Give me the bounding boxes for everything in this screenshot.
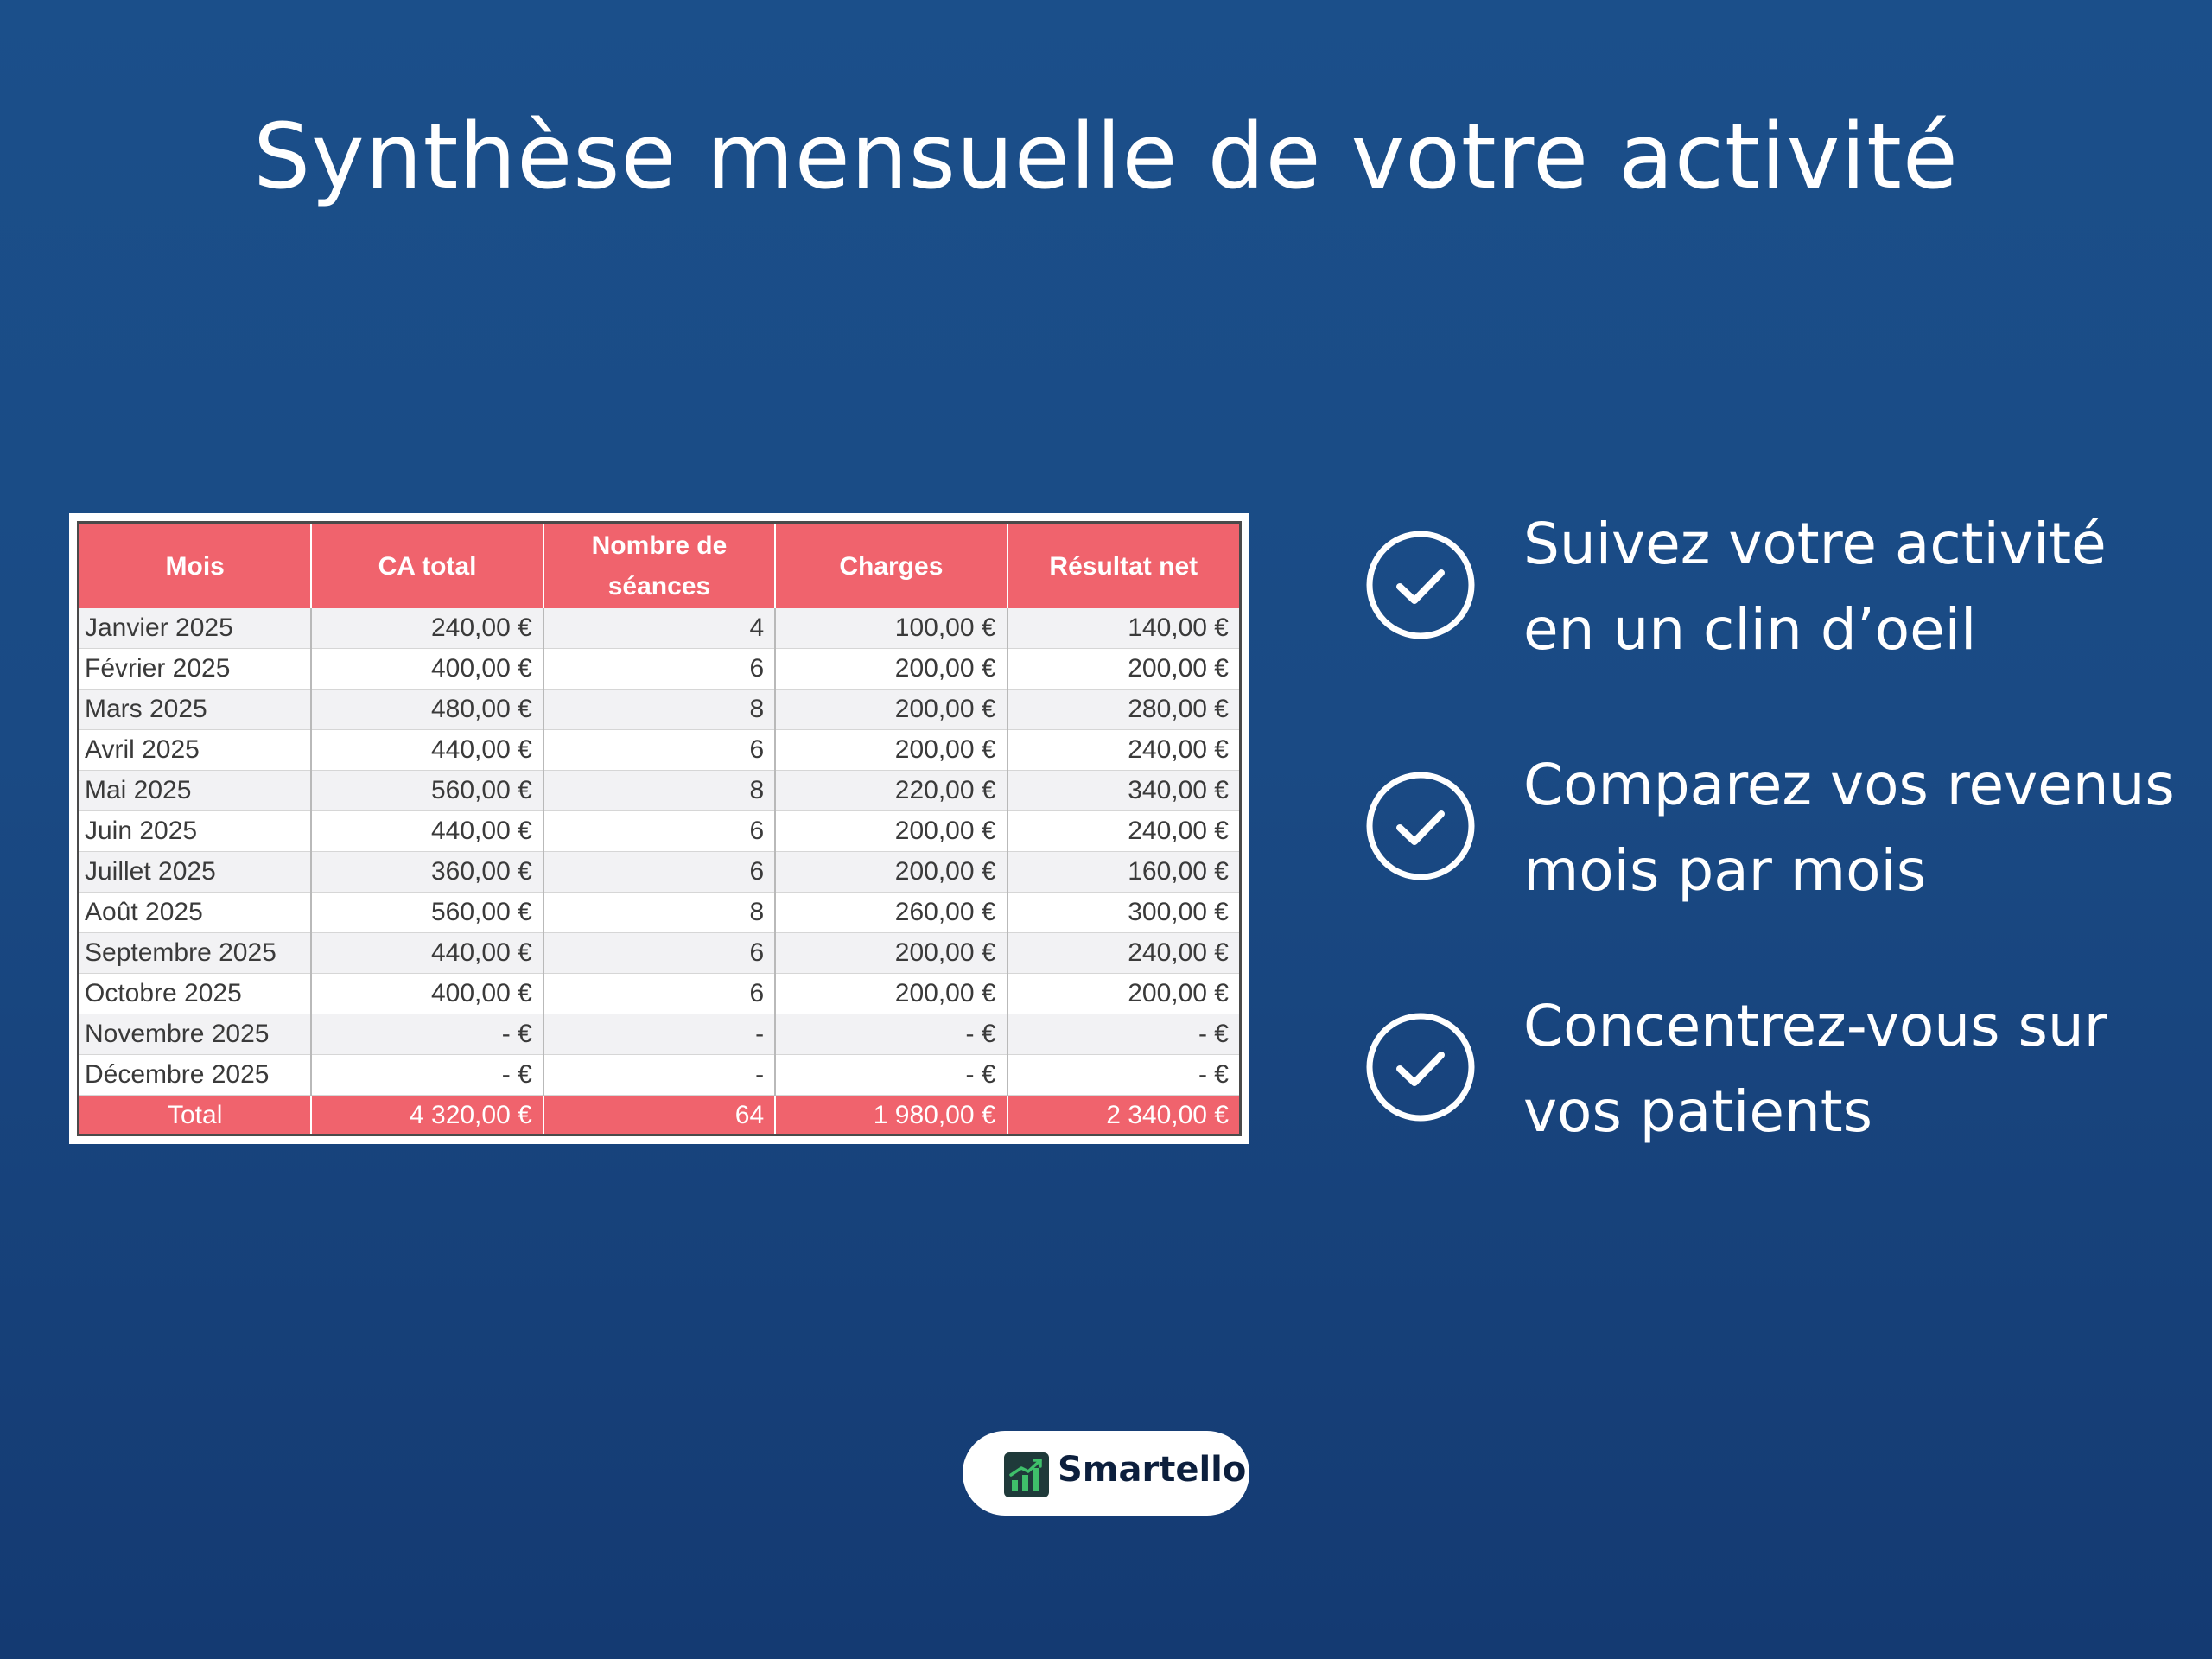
feature-text: Suivez votre activité en un clin d’oeil: [1523, 511, 2107, 663]
feature-item-focus-patients: [1365, 983, 2195, 1156]
brand-name: Smartello: [1058, 1450, 1247, 1490]
table-row: [79, 649, 1239, 690]
feature-item-track-activity: [1365, 501, 2195, 674]
cell-charges: 100,00 €: [775, 608, 1007, 649]
cell-revenue: 440,00 €: [311, 730, 543, 771]
total-sessions: 64: [543, 1096, 775, 1136]
feature-text: Concentrez-vous sur vos patients: [1523, 993, 2107, 1145]
cell-net-result: - €: [1007, 1055, 1239, 1096]
cell-sessions: 8: [543, 771, 775, 811]
table-row: [79, 771, 1239, 811]
cell-month: Avril 2025: [79, 730, 311, 771]
summary-table-frame: [69, 513, 1249, 1144]
cell-sessions: 6: [543, 649, 775, 690]
cell-revenue: 400,00 €: [311, 974, 543, 1014]
table-row: [79, 690, 1239, 730]
monthly-summary-table: [79, 524, 1239, 1135]
cell-month: Juillet 2025: [79, 852, 311, 893]
cell-month: Décembre 2025: [79, 1055, 311, 1096]
cell-charges: 260,00 €: [775, 893, 1007, 933]
cell-charges: 200,00 €: [775, 811, 1007, 852]
cell-month: Mars 2025: [79, 690, 311, 730]
cell-month: Mai 2025: [79, 771, 311, 811]
table-header-row: [79, 524, 1239, 608]
total-revenue: 4 320,00 €: [311, 1096, 543, 1136]
cell-revenue: 400,00 €: [311, 649, 543, 690]
cell-charges: - €: [775, 1014, 1007, 1055]
cell-revenue: 360,00 €: [311, 852, 543, 893]
cell-charges: 220,00 €: [775, 771, 1007, 811]
cell-net-result: 340,00 €: [1007, 771, 1239, 811]
page-title: Synthèse mensuelle de votre activité: [253, 104, 1959, 209]
cell-sessions: 4: [543, 608, 775, 649]
cell-net-result: 200,00 €: [1007, 649, 1239, 690]
table-row: [79, 852, 1239, 893]
cell-revenue: - €: [311, 1014, 543, 1055]
column-header-month: Mois: [79, 524, 311, 608]
check-circle-icon: [1365, 1012, 1476, 1122]
table-row: [79, 811, 1239, 852]
cell-charges: 200,00 €: [775, 933, 1007, 974]
cell-month: Août 2025: [79, 893, 311, 933]
cell-month: Février 2025: [79, 649, 311, 690]
summary-table-border: [77, 521, 1242, 1136]
cell-month: Janvier 2025: [79, 608, 311, 649]
table-row: [79, 933, 1239, 974]
cell-charges: 200,00 €: [775, 974, 1007, 1014]
cell-net-result: 240,00 €: [1007, 933, 1239, 974]
cell-net-result: 300,00 €: [1007, 893, 1239, 933]
table-total-row: [79, 1096, 1239, 1136]
cell-month: Octobre 2025: [79, 974, 311, 1014]
table-row: [79, 1055, 1239, 1096]
cell-sessions: 8: [543, 690, 775, 730]
cell-sessions: 8: [543, 893, 775, 933]
feature-item-compare-revenue: [1365, 742, 2195, 915]
cell-charges: - €: [775, 1055, 1007, 1096]
table-row: [79, 730, 1239, 771]
cell-month: Novembre 2025: [79, 1014, 311, 1055]
cell-revenue: 440,00 €: [311, 933, 543, 974]
cell-charges: 200,00 €: [775, 730, 1007, 771]
table-row: [79, 974, 1239, 1014]
cell-revenue: 480,00 €: [311, 690, 543, 730]
cell-net-result: 200,00 €: [1007, 974, 1239, 1014]
table-row: [79, 893, 1239, 933]
column-header-net-result: Résultat net: [1007, 524, 1239, 608]
cell-sessions: -: [543, 1055, 775, 1096]
bar-chart-logo-icon: [1004, 1452, 1049, 1497]
cell-sessions: 6: [543, 811, 775, 852]
total-label: Total: [79, 1096, 311, 1136]
cell-month: Juin 2025: [79, 811, 311, 852]
cell-sessions: 6: [543, 852, 775, 893]
cell-revenue: 560,00 €: [311, 893, 543, 933]
cell-charges: 200,00 €: [775, 690, 1007, 730]
cell-net-result: - €: [1007, 1014, 1239, 1055]
cell-net-result: 140,00 €: [1007, 608, 1239, 649]
table-row: [79, 1014, 1239, 1055]
table-row: [79, 608, 1239, 649]
total-net-result: 2 340,00 €: [1007, 1096, 1239, 1136]
check-circle-icon: [1365, 771, 1476, 881]
cell-charges: 200,00 €: [775, 649, 1007, 690]
cell-net-result: 240,00 €: [1007, 811, 1239, 852]
cell-revenue: 240,00 €: [311, 608, 543, 649]
cell-sessions: -: [543, 1014, 775, 1055]
cell-net-result: 240,00 €: [1007, 730, 1239, 771]
cell-revenue: 560,00 €: [311, 771, 543, 811]
column-header-charges: Charges: [775, 524, 1007, 608]
total-charges: 1 980,00 €: [775, 1096, 1007, 1136]
cell-revenue: - €: [311, 1055, 543, 1096]
cell-month: Septembre 2025: [79, 933, 311, 974]
column-header-revenue: CA total: [311, 524, 543, 608]
cell-revenue: 440,00 €: [311, 811, 543, 852]
cell-sessions: 6: [543, 974, 775, 1014]
cell-net-result: 280,00 €: [1007, 690, 1239, 730]
cell-sessions: 6: [543, 933, 775, 974]
cell-sessions: 6: [543, 730, 775, 771]
brand-badge: [963, 1431, 1249, 1516]
feature-text: Comparez vos revenus mois par mois: [1523, 752, 2175, 904]
check-circle-icon: [1365, 530, 1476, 640]
column-header-sessions: Nombre de séances: [543, 524, 775, 608]
cell-net-result: 160,00 €: [1007, 852, 1239, 893]
cell-charges: 200,00 €: [775, 852, 1007, 893]
